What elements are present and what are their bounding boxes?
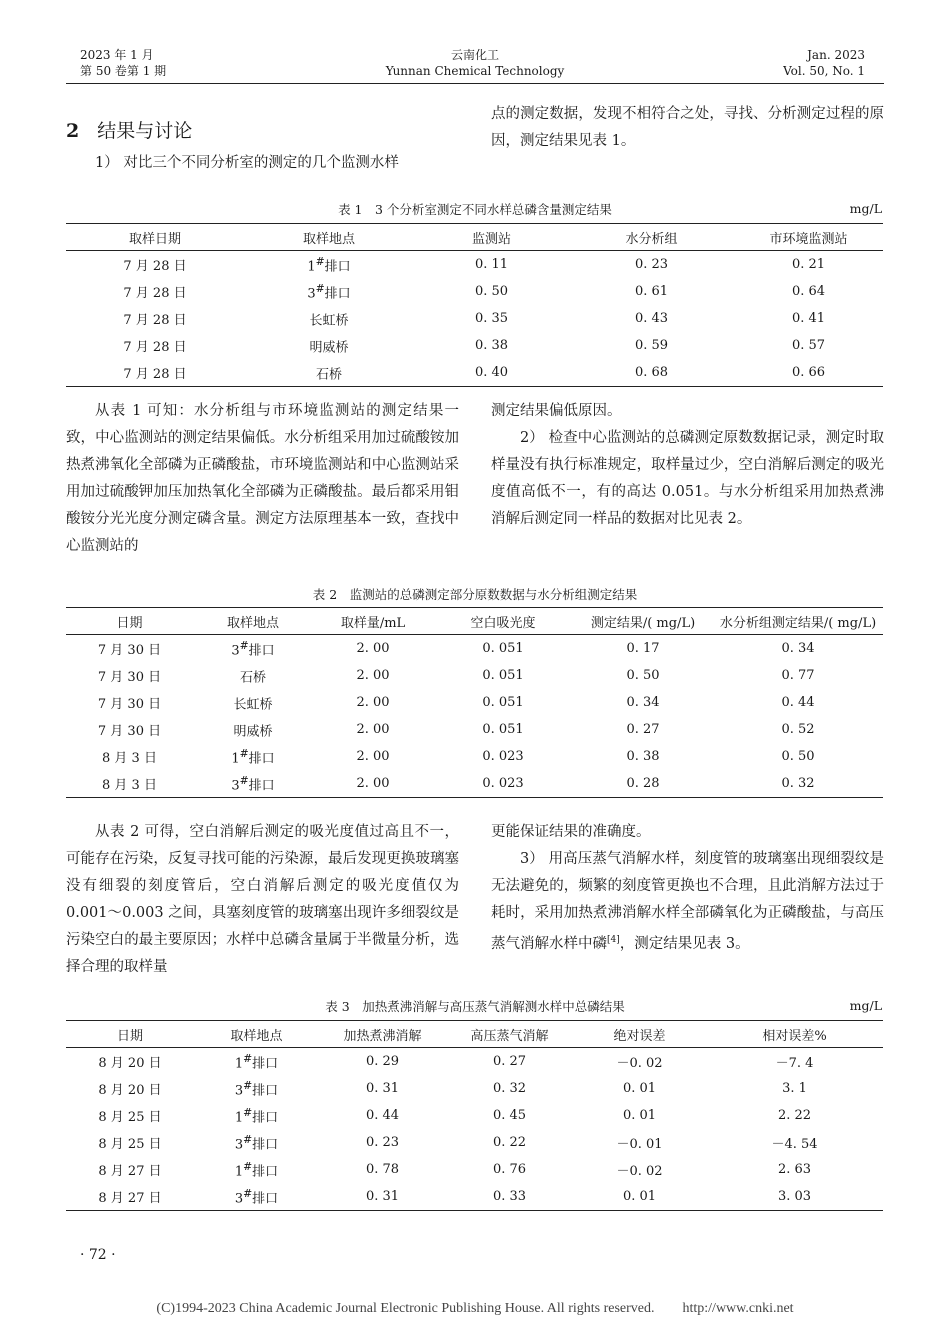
table3-caption: 表 3 加热煮沸消解与高压蒸气消解测水样中总磷结果 [325, 999, 625, 1014]
table-cell [193, 635, 313, 663]
table3-header-cell: 取样地点 [194, 1021, 319, 1048]
table-cell: 8 月 25 日 [98, 1110, 162, 1125]
table-cell: 0. 40 [474, 365, 509, 380]
table-row [66, 332, 883, 359]
table-cell: 7 月 28 日 [123, 367, 187, 382]
table3-header-cell: 加热煮沸消解 [319, 1021, 446, 1048]
table-cell: 7 月 30 日 [97, 670, 162, 685]
table-cell [194, 1129, 319, 1156]
table-cell: 0. 01 [622, 1189, 657, 1204]
table-cell: 7 月 30 日 [97, 724, 162, 739]
header-volume-cn: 第 50 卷第 1 期 [80, 64, 167, 78]
table-cell: 0. 64 [791, 284, 826, 299]
site-name: 排口 [248, 778, 275, 794]
paragraph-4-right-continued: 更能保证结果的准确度。 [491, 824, 651, 840]
table-row [66, 1129, 883, 1156]
table-row [66, 1075, 883, 1102]
site-sup: # [243, 1132, 253, 1146]
table-row [66, 689, 883, 716]
page-number: · 72 · [80, 1247, 116, 1263]
table-cell: 0. 68 [634, 365, 669, 380]
table-cell: 0. 051 [482, 668, 524, 683]
table-row [66, 635, 883, 663]
table2-header-cell: 空白吸光度 [433, 608, 573, 635]
table1-header-cell: 取样地点 [244, 224, 414, 251]
table-cell: 0. 27 [626, 722, 660, 737]
section-number: 2 [66, 120, 80, 142]
table-cell [193, 716, 313, 743]
table-cell: 0. 22 [492, 1135, 527, 1150]
table-cell [194, 1183, 319, 1211]
table-row [66, 305, 883, 332]
table-cell: －7. 4 [775, 1056, 814, 1071]
table-row [66, 359, 883, 387]
table-cell [193, 689, 313, 716]
table-cell: 0. 051 [482, 722, 524, 737]
paragraph-3-right: 2） 检查中心监测站的总磷测定原数数据记录，测定时取样量没有执行标准规定，取样量过少，空白消解后测定的吸光度值高低不一，有的高达 0.051。与水分析组采用加热煮沸消解后测定同一样品的数据对比见表 2。 [491, 430, 884, 527]
table-cell: 2. 00 [356, 641, 390, 656]
site-number: 3 [231, 643, 240, 659]
site-number: 1 [234, 1164, 244, 1180]
table-cell: 0. 27 [492, 1054, 527, 1069]
table2-header-cell: 测定结果/( mg/L) [573, 608, 713, 635]
table-cell: 0. 28 [626, 776, 660, 791]
table-cell: 0. 17 [626, 641, 660, 656]
site-name: 排口 [324, 259, 351, 275]
table-cell: 0. 29 [365, 1054, 400, 1069]
table-cell: 0. 78 [365, 1162, 400, 1177]
table-cell: 0. 01 [622, 1108, 657, 1123]
table-cell: 0. 23 [365, 1135, 400, 1150]
table3-header-row [66, 1021, 883, 1048]
table-cell: 8 月 27 日 [98, 1164, 162, 1179]
table-cell: 0. 34 [781, 641, 815, 656]
table-cell: 0. 31 [365, 1189, 400, 1204]
table-cell: 0. 34 [626, 695, 660, 710]
table-cell: 0. 21 [791, 257, 826, 272]
table-cell: 8 月 20 日 [98, 1056, 162, 1071]
site-number: 石桥 [239, 670, 266, 686]
table-cell: 8 月 25 日 [98, 1137, 162, 1152]
site-number: 3 [307, 286, 316, 302]
journal-name-cn: 云南化工 [450, 48, 499, 62]
table-row [66, 1102, 883, 1129]
site-number: 1 [307, 259, 316, 275]
header-journal [330, 47, 620, 79]
site-number: 3 [234, 1137, 244, 1153]
table-cell [244, 305, 414, 332]
header-volume-en: Vol. 50, No. 1 [783, 64, 865, 78]
table-cell: 0. 38 [474, 338, 509, 353]
site-sup: # [243, 1078, 253, 1092]
table-cell: 7 月 30 日 [97, 697, 162, 712]
table-cell: 0. 051 [482, 641, 524, 656]
site-sup: # [315, 254, 325, 268]
table-row [66, 1183, 883, 1211]
table1-header-cell: 取样日期 [66, 224, 244, 251]
table-cell [244, 359, 414, 387]
table-cell: 0. 50 [474, 284, 509, 299]
table-cell: 0. 77 [781, 668, 815, 683]
table-cell: 3. 03 [777, 1189, 812, 1204]
table-cell: 8 月 3 日 [102, 778, 157, 793]
table2-caption: 表 2 监测站的总磷测定部分原数数据与水分析组测定结果 [312, 587, 638, 602]
table1-unit: mg/L [849, 201, 882, 216]
site-name: 排口 [248, 643, 275, 659]
table-cell [193, 662, 313, 689]
table-cell: 0. 66 [791, 365, 826, 380]
table-cell: 0. 32 [781, 776, 815, 791]
site-sup: # [243, 1051, 253, 1065]
site-sup: # [243, 1105, 253, 1119]
paragraph-5-text: 3） 用高压蒸气消解水样，刻度管的玻璃塞出现细裂纹是无法避免的，频繁的刻度管更换也不合理，且此消解方法过于耗时，采用加热煮沸消解水样全部磷氧化为正磷酸盐，与高压蒸气消解水样中磷 [491, 851, 884, 952]
table2 [66, 607, 883, 798]
paragraph-1-right: 点的测定数据，发现不相符合之处，寻找、分析测定过程的原因，测定结果见表 1。 [491, 106, 884, 149]
table1-caption: 表 1 3 个分析室测定不同水样总磷含量测定结果 [338, 202, 612, 217]
table-cell: 0. 52 [781, 722, 815, 737]
header-issue-cn [80, 47, 166, 79]
paragraph-4-left: 从表 2 可得，空白消解后测定的吸光度值过高且不一，可能存在污染，反复寻找可能的污染源，最后发现更换玻璃塞没有细裂的刻度管后，空白消解后测定的吸光度值仅为 0.001～0.003 之间，具塞刻度管的玻璃塞出现许多细裂纹是污染空白的最主要原因；水样中总磷含量属于半微量分析，选择合理的取样量 [66, 824, 459, 975]
table-row [66, 251, 883, 279]
table-cell: 0. 11 [474, 257, 509, 272]
table-cell [244, 251, 414, 279]
table-cell: 0. 23 [634, 257, 669, 272]
table-row [66, 662, 883, 689]
site-name: 排口 [252, 1137, 279, 1153]
site-name: 排口 [252, 1056, 279, 1072]
table-cell: 0. 023 [482, 749, 524, 764]
site-number: 石桥 [315, 367, 342, 383]
paragraph-5-text-end: ，测定结果见表 3。 [619, 935, 750, 952]
table-cell [194, 1156, 319, 1183]
site-number: 3 [234, 1083, 244, 1099]
table-cell [194, 1102, 319, 1129]
table-cell: 0. 76 [492, 1162, 527, 1177]
table-cell: 0. 051 [482, 695, 524, 710]
table-cell: 0. 61 [634, 284, 669, 299]
site-name: 排口 [252, 1191, 279, 1207]
site-sup: # [239, 773, 249, 787]
table3-header-cell: 绝对误差 [573, 1021, 706, 1048]
table-cell: －4. 54 [771, 1137, 818, 1152]
table-cell: 2. 22 [777, 1108, 812, 1123]
site-sup: # [239, 746, 249, 760]
table-row [66, 770, 883, 798]
table1-header-cell: 监测站 [414, 224, 569, 251]
table1-header-cell: 水分析组 [569, 224, 734, 251]
paragraph-2-left: 从表 1 可知：水分析组与市环境监测站的测定结果一致，中心监测站的测定结果偏低。水分析组采用加过硫酸铵加热煮沸氧化全部磷为正磷酸盐，市环境监测站和中心监测站采用加过硫酸钾加压加热氧化全部磷为正磷酸盐。最后都采用钼酸铵分光光度分测定磷含量。测定方法原理基本一致，查找中心监测站的 [66, 403, 459, 554]
table-cell: 0. 01 [622, 1081, 657, 1096]
site-number: 1 [234, 1056, 244, 1072]
table-row [66, 743, 883, 770]
table2-header-cell: 水分析组测定结果/( mg/L) [713, 608, 883, 635]
table-cell [194, 1075, 319, 1102]
table-cell: 8 月 27 日 [98, 1191, 162, 1206]
table-cell [193, 770, 313, 798]
header-date-en: Jan. 2023 [807, 48, 865, 62]
table-cell: 0. 50 [781, 749, 815, 764]
table3 [66, 1020, 883, 1211]
header-date-cn: 2023 年 1 月 [80, 48, 154, 62]
table-cell: 3. 1 [782, 1081, 807, 1096]
table-row [66, 716, 883, 743]
table-cell: 2. 00 [356, 749, 390, 764]
table-cell: 0. 50 [626, 668, 660, 683]
table-cell: 0. 44 [781, 695, 815, 710]
table-row [66, 278, 883, 305]
site-sup: # [315, 281, 325, 295]
table-cell: 0. 59 [634, 338, 669, 353]
table-cell: 0. 32 [492, 1081, 527, 1096]
site-name: 排口 [252, 1083, 279, 1099]
table-cell: 8 月 3 日 [102, 751, 157, 766]
site-number: 1 [234, 1110, 244, 1126]
table-cell: 7 月 30 日 [97, 643, 162, 658]
site-number: 3 [231, 778, 240, 794]
copyright-footer: (C)1994-2023 China Academic Journal Electronic Publishing House. All rights reserved. http://www.cnki.net [156, 1301, 794, 1316]
table-cell: 2. 00 [356, 668, 390, 683]
table2-header-row [66, 608, 883, 635]
table-cell: 0. 023 [482, 776, 524, 791]
table1-header-cell: 市环境监测站 [734, 224, 883, 251]
table-cell: 8 月 20 日 [98, 1083, 162, 1098]
site-sup: # [243, 1159, 253, 1173]
paragraph-2-right-continued: 测定结果偏低原因。 [491, 403, 622, 419]
journal-name-en: Yunnan Chemical Technology [385, 64, 565, 78]
header-rule [66, 83, 884, 84]
table-cell: 0. 38 [626, 749, 660, 764]
table-cell: 2. 00 [356, 695, 390, 710]
table-cell [244, 278, 414, 305]
table-cell [193, 743, 313, 770]
table-row [66, 1156, 883, 1183]
section-heading [66, 116, 192, 143]
table2-header-cell: 取样地点 [193, 608, 313, 635]
site-number: 明威桥 [233, 724, 273, 740]
table3-header-cell: 高压蒸气消解 [446, 1021, 573, 1048]
site-name: 排口 [324, 286, 351, 302]
table-cell: －0. 02 [616, 1056, 663, 1071]
table-cell: 2. 63 [777, 1162, 812, 1177]
table3-header-cell: 相对误差% [706, 1021, 883, 1048]
table-cell: 2. 00 [356, 776, 390, 791]
paragraph-1-left: 1） 对比三个不同分析室的测定的几个监测水样 [95, 155, 399, 171]
table-cell: 0. 45 [492, 1108, 527, 1123]
site-name: 排口 [252, 1164, 279, 1180]
table3-header-cell: 日期 [66, 1021, 194, 1048]
table-cell [244, 332, 414, 359]
site-number: 明威桥 [309, 340, 349, 356]
paragraph-5-right [491, 846, 884, 958]
citation-ref: [4] [607, 935, 620, 945]
table-cell: 0. 43 [634, 311, 669, 326]
table-cell: 0. 57 [791, 338, 826, 353]
table3-unit: mg/L [849, 998, 882, 1013]
site-name: 排口 [252, 1110, 279, 1126]
header-issue-en [783, 47, 865, 79]
table-cell: 7 月 28 日 [123, 340, 187, 355]
site-sup: # [239, 638, 249, 652]
table1-header-row [66, 224, 883, 251]
table1 [66, 223, 883, 387]
table-cell: 0. 41 [791, 311, 826, 326]
site-number: 长虹桥 [309, 313, 349, 329]
table2-header-cell: 日期 [66, 608, 193, 635]
table-cell: 2. 00 [356, 722, 390, 737]
site-name: 排口 [248, 751, 275, 767]
site-number: 1 [231, 751, 240, 767]
table-row [66, 1048, 883, 1076]
section-title: 结果与讨论 [97, 120, 193, 142]
table-cell: 0. 44 [365, 1108, 400, 1123]
table-cell: 7 月 28 日 [123, 286, 187, 301]
table-cell: 0. 31 [365, 1081, 400, 1096]
table-cell: －0. 02 [616, 1164, 663, 1179]
table-cell: 0. 33 [492, 1189, 527, 1204]
table-cell [194, 1048, 319, 1076]
site-sup: # [243, 1186, 253, 1200]
table-cell: 7 月 28 日 [123, 259, 187, 274]
site-number: 3 [234, 1191, 244, 1207]
table-cell: 0. 35 [474, 311, 509, 326]
site-number: 长虹桥 [233, 697, 273, 713]
table2-header-cell: 取样量/mL [313, 608, 433, 635]
table-cell: 7 月 28 日 [123, 313, 187, 328]
table-cell: －0. 01 [616, 1137, 663, 1152]
